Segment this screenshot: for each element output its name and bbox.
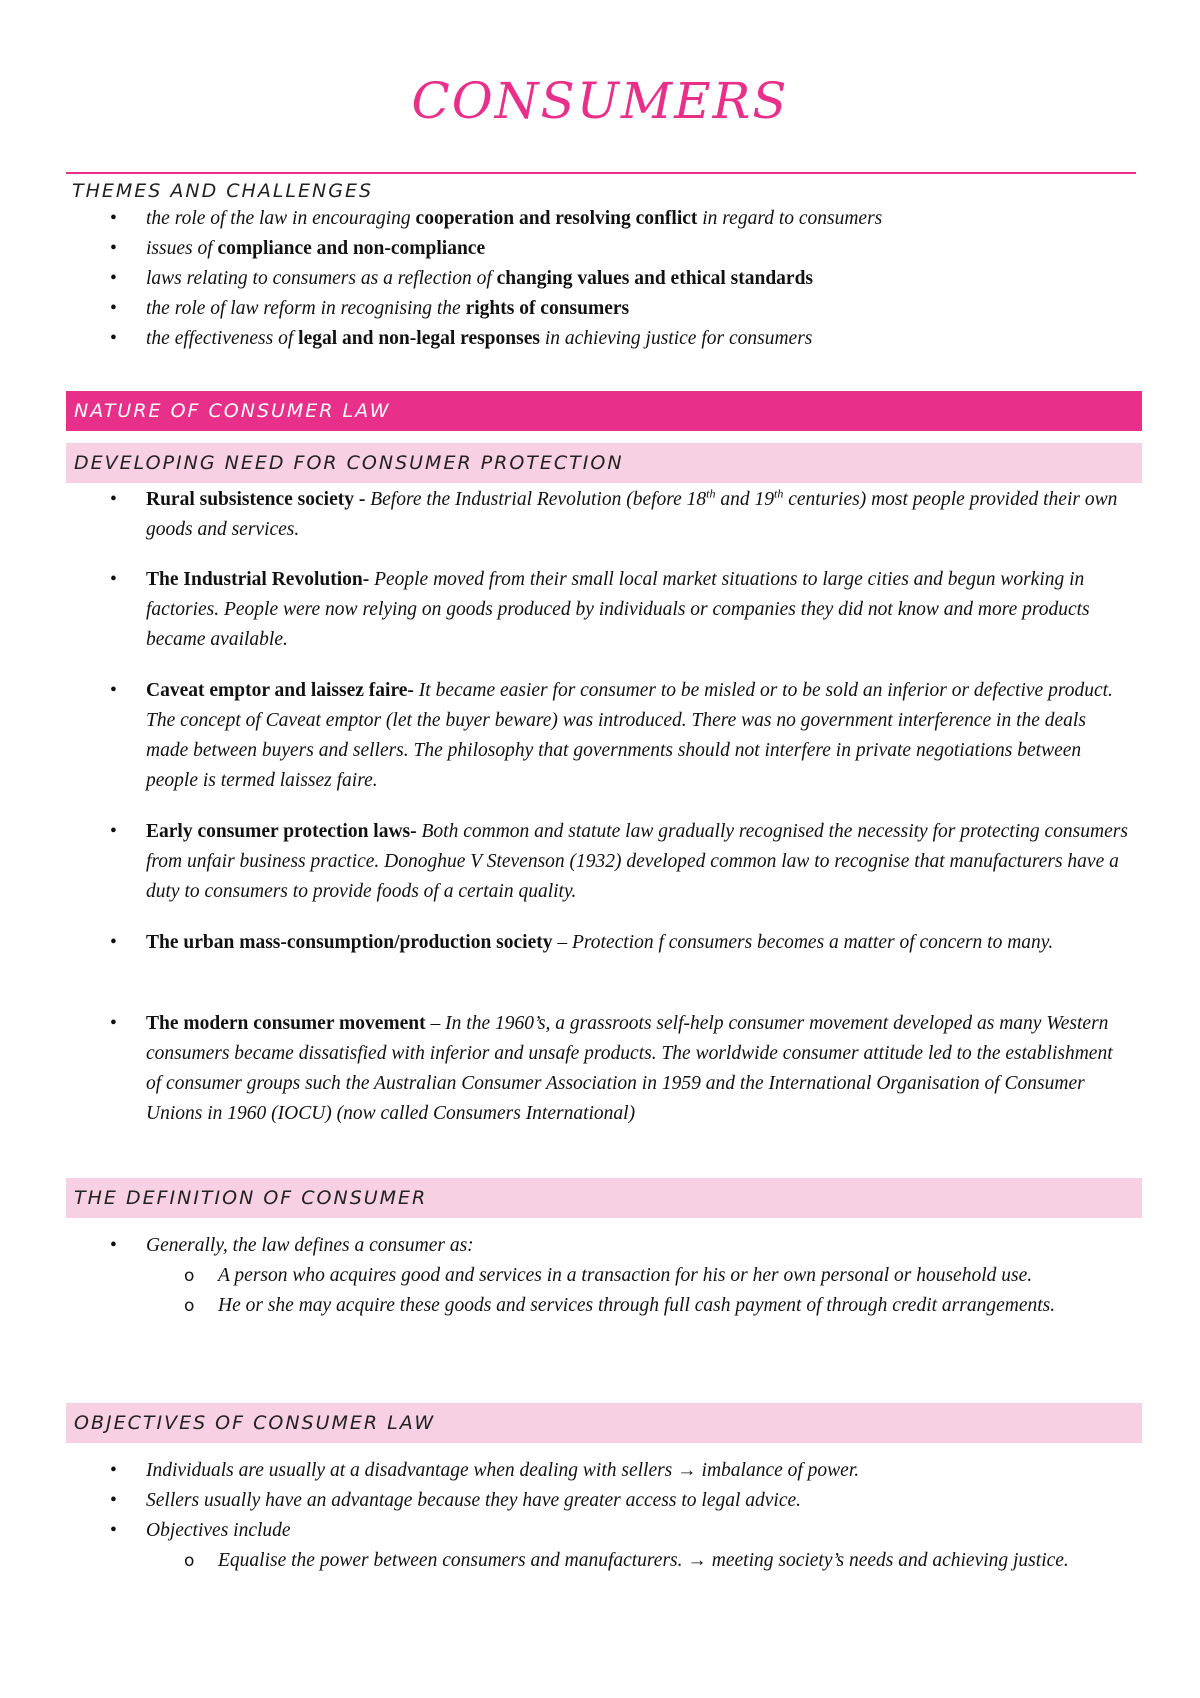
- section-heading-objectives: OBJECTIVES OF CONSUMER LAW: [66, 1403, 1142, 1443]
- sub-list-item: o A person who acquires good and services in a transaction for his or her own personal or household use.: [184, 1265, 1033, 1286]
- list-item: • the role of law reform in recognising the rights of consumers: [110, 298, 630, 319]
- list-item: • Objectives include o Equalise the power between consumers and manufacturers. → meeting society’s needs and achieving justice.: [0, 1516, 1200, 1576]
- developing-list: [0, 485, 1200, 545]
- developing-list-3: [0, 676, 1200, 796]
- list-item: • The Industrial Revolution- People moved from their small local market situations to large cities and begun working in factories. People were now relying on goods produced by individuals or companies they did not know and more products became available.: [110, 569, 1090, 650]
- list-item: • the role of the law in encouraging cooperation and resolving conflict in regard to consumers: [110, 208, 883, 229]
- list-item: • Caveat emptor and laissez faire- It became easier for consumer to be misled or to be sold an inferior or defective product. The concept of Caveat emptor (let the buyer beware) was introduced. There was no government interference in the deals made between buyers and sellers. The philosophy that governments should not interfere in private negotiations between people is termed laissez faire.: [110, 680, 1113, 791]
- section-heading-developing: DEVELOPING NEED FOR CONSUMER PROTECTION: [66, 443, 1142, 483]
- developing-list-6: [0, 1009, 1200, 1129]
- objectives-sublist: [146, 1546, 1130, 1576]
- list-item: • issues of compliance and non-compliance: [110, 238, 486, 259]
- list-item: • Early consumer protection laws- Both common and statute law gradually recognised the necessity for protecting consumers from unfair business practice. Donoghue V Stevenson (1932) developed common law to recognise that manufacturers have a duty to consumers to provide foods of a certain quality.: [110, 821, 1128, 902]
- title-divider: [66, 172, 1136, 174]
- list-item: • The modern consumer movement – In the 1960’s, a grassroots self-help consumer movement developed as many Western consumers became dissatisfied with inferior and unsafe products. The worldwide consumer attitude led to the establishment of consumer groups such the Australian Consumer Association in 1959 and the International Organisation of Consumer Unions in 1960 (IOCU) (now called Consumers International): [110, 1013, 1113, 1124]
- themes-list: [0, 204, 1200, 354]
- page-title: CONSUMERS: [411, 72, 789, 130]
- sub-list-item: o Equalise the power between consumers and manufacturers. → meeting society’s needs and achieving justice.: [184, 1550, 1069, 1571]
- list-item: • Rural subsistence society - Before the Industrial Revolution (before 18th and 19th centuries) most people provided their own goods and services.: [110, 486, 1118, 540]
- list-item: • Individuals are usually at a disadvantage when dealing with sellers → imbalance of power.: [110, 1460, 860, 1481]
- list-item: • The urban mass-consumption/production society – Protection f consumers becomes a matter of concern to many.: [110, 932, 1054, 953]
- section-heading-nature: NATURE OF CONSUMER LAW: [66, 391, 1142, 431]
- sub-list-item: o He or she may acquire these goods and services through full cash payment of through credit arrangements.: [184, 1295, 1056, 1316]
- list-item: • laws relating to consumers as a reflection of changing values and ethical standards: [110, 268, 814, 289]
- section-heading-definition: THE DEFINITION OF CONSUMER: [66, 1178, 1142, 1218]
- list-item: • Sellers usually have an advantage because they have greater access to legal advice.: [110, 1490, 802, 1511]
- developing-list-2: [0, 565, 1200, 655]
- objectives-list: [0, 1456, 1200, 1576]
- themes-heading: THEMES AND CHALLENGES: [72, 180, 374, 202]
- list-item: • the effectiveness of legal and non-legal responses in achieving justice for consumers: [110, 328, 813, 349]
- developing-list-5: [0, 928, 1200, 958]
- definition-list: [0, 1231, 1200, 1321]
- list-item: • Generally, the law defines a consumer as: o A person who acquires good and services in a transaction for his or her own personal or household use. o He or she may acquire these goods and services through full cash payment of through credit arrangements.: [0, 1231, 1200, 1321]
- developing-list-4: [0, 817, 1200, 907]
- definition-sublist: [146, 1261, 1130, 1321]
